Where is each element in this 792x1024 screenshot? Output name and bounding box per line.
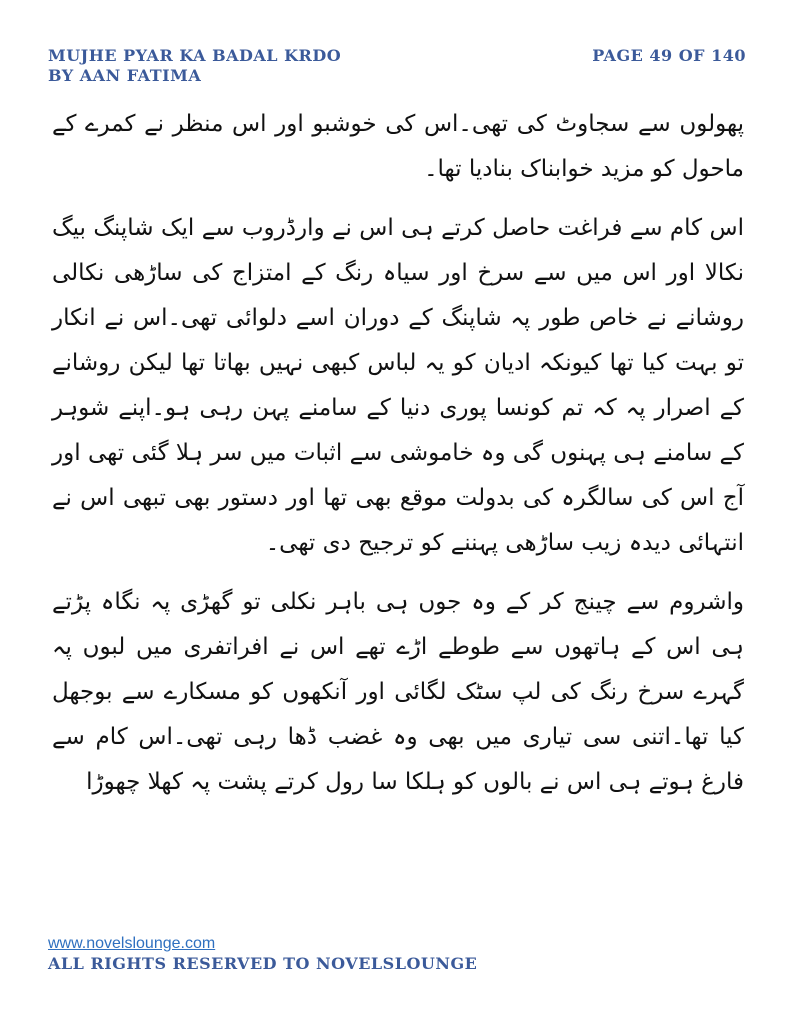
- page-footer: [48, 934, 477, 974]
- novel-body-text: [52, 102, 744, 819]
- paragraph: واشروم سے چینج کر کے وہ جوں ہی باہر نکلی تو گھڑی پہ نگاہ پڑتے ہی اس کے ہاتھوں سے طوطے اڑے تھے اس نے افراتفری میں لبوں پہ گہرے سرخ رنگ کی لپ سٹک لگائی اور آنکھوں کو مسکارے سے بوجھل کیا تھا۔اتنی سی تیاری میں بھی وہ غضب ڈھا رہی تھی۔اس کام سے فارغ ہوتے ہی اس نے بالوں کو ہلکا سا رول کرتے پشت پہ کھلا چھوڑا: [52, 589, 744, 795]
- website-link[interactable]: www.novelslounge.com: [48, 935, 216, 952]
- page-number-indicator: PAGE 49 OF 140: [592, 46, 746, 65]
- page-header-left: [48, 46, 341, 86]
- rights-notice: ALL RIGHTS RESERVED TO NOVELSLOUNGE: [48, 954, 478, 973]
- paragraph: پھولوں سے سجاوٹ کی تھی۔اس کی خوشبو اور اس منظر نے کمرے کے ماحول کو مزید خوابناک بنادیا تھا۔: [52, 111, 744, 182]
- novel-title: MUJHE PYAR KA BADAL KRDO: [48, 46, 342, 65]
- paragraph: اس کام سے فراغت حاصل کرتے ہی اس نے وارڈروب سے ایک شاپنگ بیگ نکالا اور اس میں سے سرخ اور سیاہ رنگ کے امتزاج کی ساڑھی نکالی روشانے نے خاص طور پہ شاپنگ کے دوران اسے دلوائی تھی۔اس نے انکار تو بہت کیا تھا کیونکہ ادیان کو یہ لباس کبھی نہیں بھاتا تھا لیکن روشانے کے اصرار پہ کہ تم کونسا پوری دنیا کے سامنے پہن رہی ہو۔اپنے شوہر کے سامنے ہی پہنوں گی وہ خاموشی سے اثبات میں سر ہلا گئی تھی اور آج اس کی سالگرہ کی بدولت موقع بھی تھا اور دستور بھی تبھی اس نے انتہائی دیدہ زیب ساڑھی پہننے کو ترجیح دی تھی۔: [52, 215, 744, 556]
- novel-author: BY AAN FATIMA: [48, 66, 202, 85]
